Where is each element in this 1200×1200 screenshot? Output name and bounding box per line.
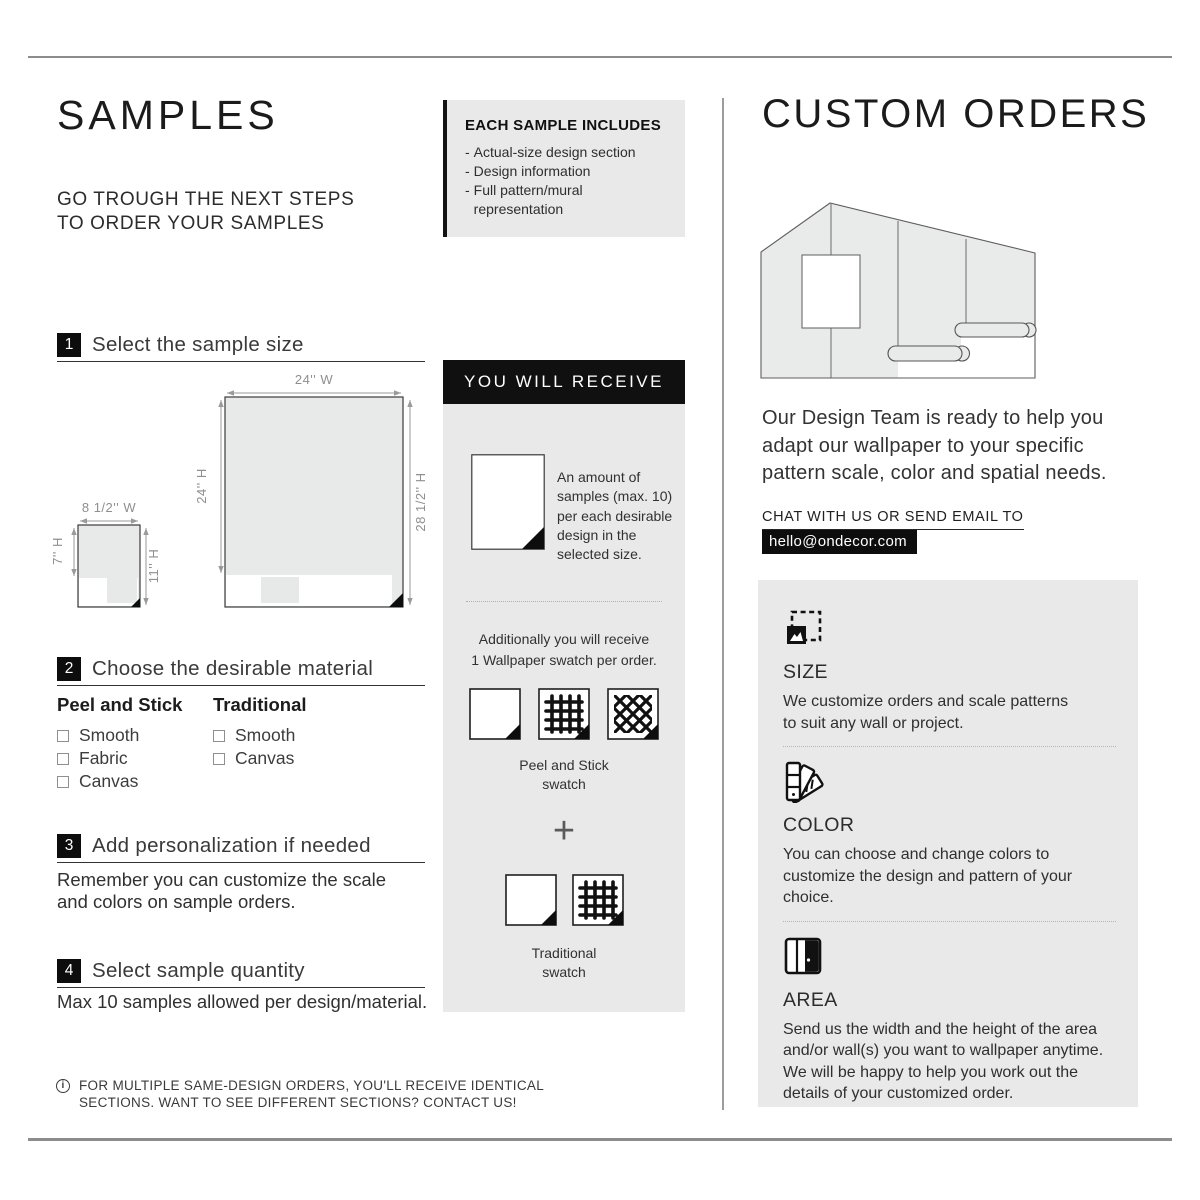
blank-swatch-icon — [469, 688, 521, 740]
footer-note-line: SECTIONS. WANT TO SEE DIFFERENT SECTIONS? CONTACT US! — [79, 1094, 517, 1110]
additionally-text — [443, 629, 685, 671]
material-option — [57, 770, 182, 793]
includes-box-title: EACH SAMPLE INCLUDES — [465, 117, 662, 134]
wallpaper-roll — [955, 323, 1036, 337]
color-card-title: COLOR — [783, 814, 855, 836]
checkbox-traditional-smooth[interactable] — [213, 730, 225, 742]
step-1-number-badge: 1 — [57, 333, 81, 357]
includes-item — [465, 181, 673, 219]
you-will-receive-header: YOU WILL RECEIVE — [443, 360, 685, 404]
wallpaper-roll — [888, 346, 970, 361]
top-rule — [28, 56, 1172, 58]
card-text-line: Send us the width and the height of the area — [783, 1020, 1098, 1038]
amount-line: design in the — [557, 526, 637, 543]
small-width-label: 8 1/2'' W — [81, 500, 137, 515]
peel-swatch-row — [443, 688, 685, 740]
size-icon — [783, 608, 1116, 648]
traditional-swatch-caption — [443, 944, 685, 982]
size-card — [783, 608, 1116, 734]
traditional-title: Traditional — [213, 694, 307, 715]
step-4-number-badge: 4 — [57, 959, 81, 983]
caption-line: Traditional — [531, 945, 597, 961]
caption-line: swatch — [542, 776, 586, 792]
subtitle-line: TO ORDER YOUR SAMPLES — [57, 212, 325, 234]
intro-line: pattern scale, color and spatial needs. — [762, 462, 1107, 484]
intro-line: adapt our wallpaper to your specific — [762, 434, 1084, 457]
each-sample-includes-box — [443, 100, 685, 237]
chat-label-wrap — [762, 508, 1024, 530]
note-line: Remember you can customize the scale — [57, 869, 387, 890]
color-card — [783, 761, 1116, 909]
amount-line: selected size. — [557, 546, 642, 563]
chat-label: CHAT WITH US OR SEND EMAIL TO — [762, 509, 1024, 530]
additionally-line: Additionally you will receive — [478, 631, 650, 647]
bullet: - — [465, 163, 470, 179]
step-3-heading — [57, 834, 425, 863]
house-illustration — [758, 196, 1048, 386]
step-2-heading — [57, 657, 425, 686]
step-3-title: Add personalization if needed — [92, 834, 371, 857]
subtitle-line: GO TROUGH THE NEXT STEPS — [57, 189, 355, 210]
checkbox-peel-fabric[interactable] — [57, 753, 69, 765]
area-card-title: AREA — [783, 988, 838, 1011]
checkbox-peel-canvas[interactable] — [57, 776, 69, 788]
small-sample-inner-square — [107, 578, 137, 603]
card-text-line: You can choose and change colors to — [783, 846, 1050, 863]
footer-note — [56, 1078, 544, 1111]
step-2-number-badge: 2 — [57, 657, 81, 681]
material-option-label: Canvas — [235, 748, 295, 768]
includes-item-text: Design information — [473, 163, 591, 179]
step-2-title: Choose the desirable material — [92, 657, 374, 680]
step-3-note — [57, 869, 386, 912]
email-wrap — [762, 530, 917, 554]
info-icon — [56, 1079, 70, 1093]
note-line: and colors on sample orders. — [57, 890, 296, 912]
material-option-label: Canvas — [79, 771, 139, 791]
card-text-line: to suit any wall or project. — [783, 714, 964, 732]
card-text-line: We will be happy to help you work out the — [783, 1063, 1078, 1081]
caption-line: Peel and Stick — [519, 757, 609, 773]
dotted-divider — [783, 921, 1116, 922]
bottom-rule — [28, 1138, 1172, 1141]
amount-text — [557, 468, 672, 564]
size-card-title: SIZE — [783, 661, 828, 683]
note-line: Max 10 samples allowed per design/material. — [57, 991, 428, 1012]
large-sample-design-strip — [226, 575, 392, 606]
color-swatches-icon — [783, 761, 1116, 801]
card-text-line: details of your customized order. — [783, 1085, 1014, 1102]
additionally-line: 1 Wallpaper swatch per order. — [471, 652, 657, 668]
material-option — [213, 747, 307, 770]
peel-and-stick-title: Peel and Stick — [57, 694, 183, 715]
size-card-text — [783, 691, 1116, 734]
amount-line: An amount of — [557, 469, 641, 485]
crosshatch-swatch-icon — [607, 688, 659, 740]
card-text-line: customize the design and pattern of your — [783, 867, 1073, 885]
sample-sheet-icon — [471, 454, 545, 550]
card-text-line: We customize orders and scale patterns — [783, 693, 1069, 710]
material-option — [57, 724, 182, 747]
large-width-label: 24'' W — [294, 372, 334, 387]
card-text-line: and/or wall(s) you want to wallpaper anytime. — [783, 1042, 1104, 1059]
area-icon — [783, 936, 1116, 976]
step-1-title: Select the sample size — [92, 333, 304, 356]
traditional-swatch-row — [443, 874, 685, 926]
step-1-heading — [57, 333, 425, 362]
info-symbol: i — [61, 1079, 65, 1091]
checkbox-traditional-canvas[interactable] — [213, 753, 225, 765]
sample-size-diagram — [40, 370, 440, 620]
window — [802, 255, 860, 328]
grid-swatch-icon — [572, 874, 624, 926]
material-option — [213, 724, 307, 747]
blank-swatch-icon — [505, 874, 557, 926]
includes-item-text: Full pattern/mural representation — [473, 182, 583, 217]
area-card — [783, 936, 1116, 1105]
grid-swatch-icon — [538, 688, 590, 740]
material-option-label: Smooth — [79, 725, 140, 745]
material-option — [57, 747, 182, 770]
footer-note-line: FOR MULTIPLE SAME-DESIGN ORDERS, YOU'LL RECEIVE IDENTICAL — [79, 1078, 545, 1093]
step-3-number-badge: 3 — [57, 834, 81, 858]
material-option-label: Fabric — [79, 748, 128, 768]
caption-line: swatch — [542, 964, 586, 980]
material-option-label: Smooth — [235, 725, 296, 745]
step-4-heading — [57, 959, 425, 988]
dotted-divider — [466, 601, 662, 602]
amount-line: samples (max. 10) — [557, 488, 673, 505]
step-4-title: Select sample quantity — [92, 959, 305, 982]
dotted-divider — [783, 746, 1116, 747]
email-address[interactable]: hello@ondecor.com — [762, 530, 917, 554]
card-text-line: choice. — [783, 889, 834, 906]
small-height-right-label: 11'' H — [146, 548, 161, 584]
includes-item-text: Actual-size design section — [473, 144, 636, 160]
column-divider — [722, 98, 724, 1110]
checkbox-peel-smooth[interactable] — [57, 730, 69, 742]
large-height-left-label: 24'' H — [194, 468, 209, 504]
custom-orders-title: CUSTOM ORDERS — [762, 92, 1150, 136]
materials-peel-column — [57, 694, 182, 793]
includes-item — [465, 143, 673, 162]
peel-swatch-caption — [443, 756, 685, 794]
custom-intro — [762, 405, 1107, 488]
footer-note-lines — [79, 1078, 544, 1111]
includes-item — [465, 162, 673, 181]
large-height-right-label: 28 1/2'' H — [413, 472, 428, 532]
area-card-text — [783, 1019, 1116, 1105]
samples-subtitle — [57, 188, 354, 235]
custom-options-panel — [758, 580, 1138, 1107]
large-sample-inner-square — [261, 577, 299, 603]
plus-icon: + — [552, 810, 576, 852]
color-card-text — [783, 844, 1116, 909]
step-4-note — [57, 991, 427, 1013]
samples-title: SAMPLES — [57, 92, 279, 138]
intro-line: Our Design Team is ready to help you — [762, 407, 1104, 429]
small-height-left-label: 7'' H — [50, 537, 65, 565]
amount-line: per each desirable — [557, 507, 673, 524]
materials-traditional-column — [213, 694, 307, 770]
bullet: - — [465, 182, 470, 198]
bullet: - — [465, 144, 470, 160]
you-will-receive-panel — [443, 404, 685, 1012]
